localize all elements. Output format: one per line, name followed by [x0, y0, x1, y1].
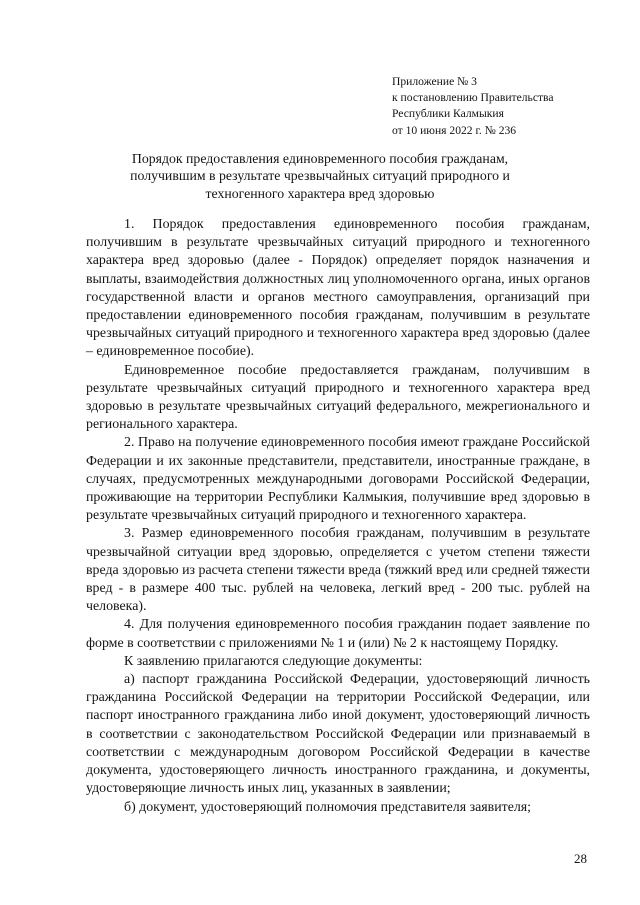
document-title — [90, 150, 550, 202]
paragraph-documents-intro: К заявлению прилагаются следующие документы: — [124, 653, 423, 669]
paragraph-4: 4. Для получения единовременного пособия гражданин подает заявление по форме в соответствии с приложениями № 1 и (или) № 2 к настоящему Порядку. — [86, 617, 590, 651]
list-item-b: б) документ, удостоверяющий полномочия представителя заявителя; — [124, 799, 532, 815]
document-body — [86, 216, 590, 817]
title-line: получившим в результате чрезвычайных ситуаций природного и — [130, 168, 510, 184]
appendix-number: Приложение № 3 — [392, 75, 477, 88]
page-number: 28 — [574, 851, 587, 866]
paragraph-1-continued: Единовременное пособие предоставляется гражданам, получившим в результате чрезвычайных ситуаций природного и техногенного характера вред здоровью в результате чрезвычайных ситуаций федерального, межрегионального и регионального характера. — [86, 362, 590, 433]
list-item-a: а) паспорт гражданина Российской Федерации, удостоверяющий личность гражданина Российской Федерации на территории Российской Федерации, или паспорт иностранного гражданина либо иной документ, удостоверяющий личность в соответствии с законодательством Российской Федерации или признаваемый в соответствии с международным договором Российской Федерации в качестве документа, удостоверяющего личность иностранного гражданина, и документы, удостоверяющие личность иных лиц, указанных в заявлении; — [86, 672, 590, 797]
paragraph-2: 2. Право на получение единовременного пособия имеют граждане Российской Федерации и их законные представители, представители, иностранные граждане, в случаях, предусмотренных международными договорами Российской Федерации, проживающие на территории Республики Калмыкия, получившие вред здоровью в результате чрезвычайных ситуаций природного и техногенного характера. — [86, 435, 590, 524]
paragraph-1: 1. Порядок предоставления единовременного пособия гражданам, получившим в результате чрезвычайных ситуаций природного и техногенного характера вред здоровью (далее - Порядок) определяет порядок назначения и выплаты, взаимодействия должностных лиц уполномоченного органа, иных органов государственной власти и органов местного самоуправления, организаций при предоставлении единовременного пособия гражданам, получившим в результате чрезвычайных ситуаций природного и техногенного характера вред здоровью (далее – единовременное пособие). — [86, 217, 590, 360]
appendix-date: от 10 июня 2022 г. № 236 — [392, 123, 517, 137]
appendix-block — [392, 74, 612, 139]
appendix-resolution: к постановлению Правительства — [392, 91, 554, 105]
title-line: техногенного характера вред здоровью — [205, 185, 435, 201]
title-line: Порядок предоставления единовременного пособия гражданам, — [131, 151, 509, 166]
paragraph-3: 3. Размер единовременного пособия гражданам, получившим в результате чрезвычайной ситуации вред здоровью, определяется с учетом степени тяжести вреда здоровью из расчета степени тяжести вреда (тяжкий вред или средней тяжести вред - в размере 400 тыс. рублей на человека, легкий вред - 200 тыс. рублей на человека). — [86, 526, 590, 615]
appendix-region: Республики Калмыкия — [392, 107, 504, 121]
